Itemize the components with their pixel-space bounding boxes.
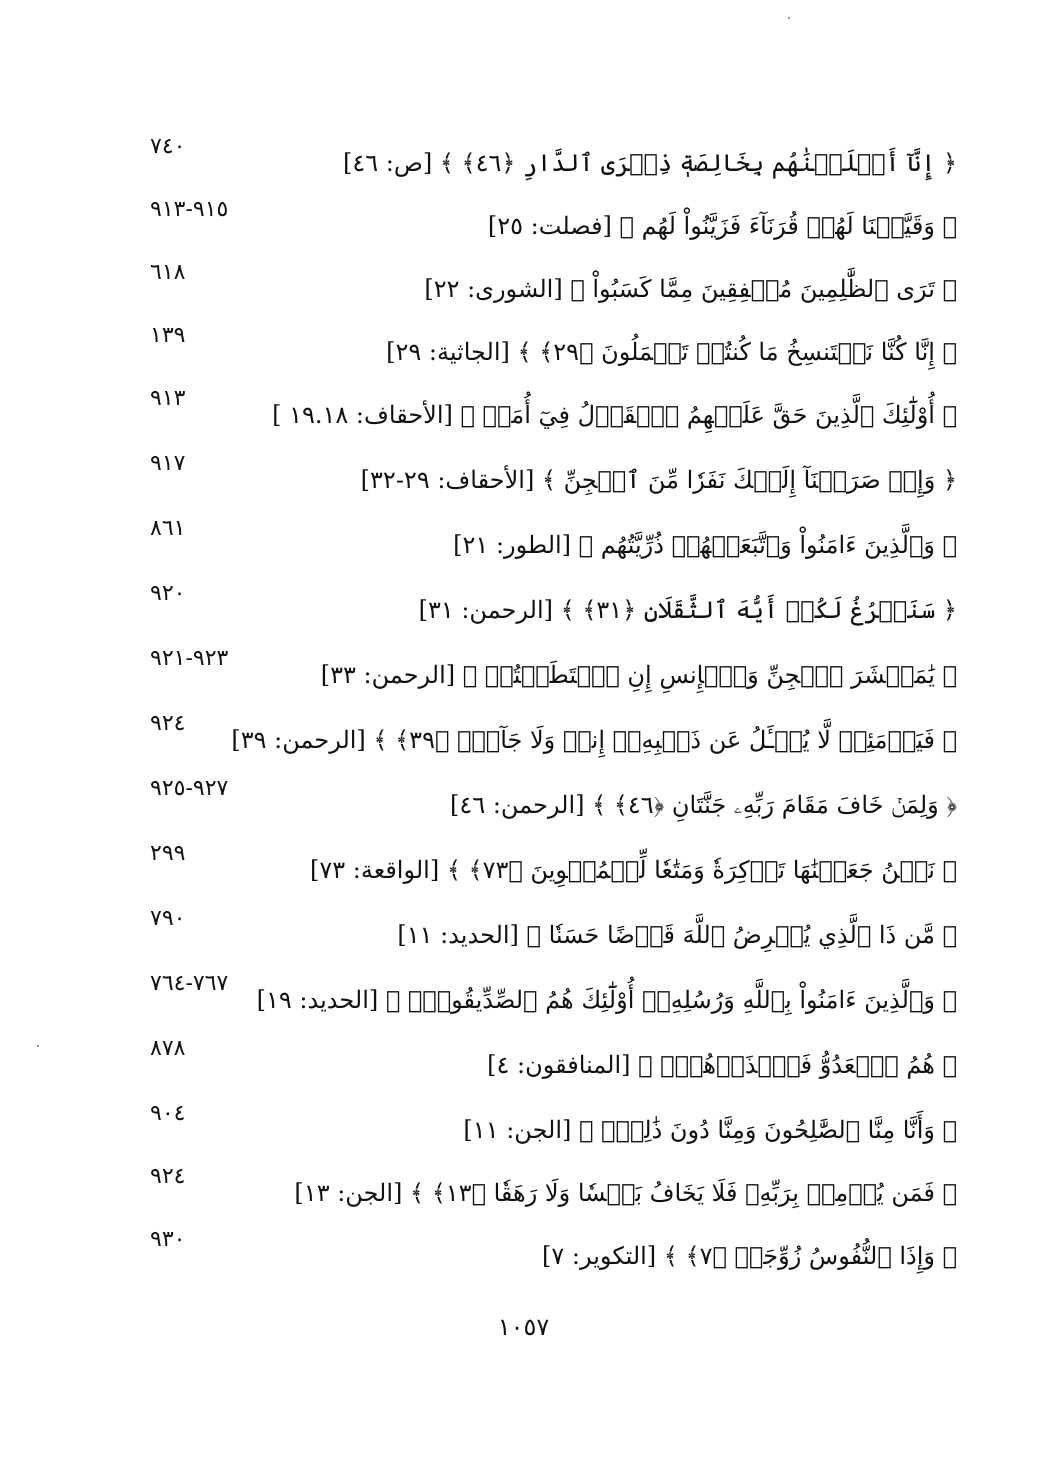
page-reference: ٨٧٨ (150, 1036, 186, 1061)
verse-text: ﴿ وَٱلَّذِينَ ءَامَنُواْ وَٱتَّبَعَتۡهُمۡ ذُرِّيَّتُهُم ﴾ [الطور: ٢١] (453, 531, 957, 559)
page-reference: ٩٠٤ (150, 1101, 186, 1126)
page-reference: ١٣٩ (150, 323, 186, 348)
page-reference: ٩٢٠ (150, 581, 186, 606)
page-reference: ٩١٣ (150, 386, 186, 411)
verse-text: ﴿ مَّن ذَا ٱلَّذِي يُقۡرِضُ ٱللَّهَ قَرۡضًا حَسَنٗا ﴾ [الحديد: ١١] (397, 921, 957, 949)
page-reference: ٧٤٠ (150, 134, 186, 159)
page-reference: ٩١٥-٩١٣ (150, 197, 229, 222)
page-reference: ٩٢٤ (150, 711, 186, 736)
verse-text: ﴿ نَحۡنُ جَعَلۡنَٰهَا تَذۡكِرَةٗ وَمَتَٰعٗا لِّلۡمُقۡوِينَ ﴿٧٣﴾ ﴾ [الواقعة: ٧٣] (310, 856, 957, 884)
page-reference: ٧٩٠ (150, 906, 186, 931)
verse-text: ﴿ وَإِذَا ٱلنُّفُوسُ زُوِّجَتۡ ﴿٧﴾ ﴾ [التكوير: ٧] (542, 1242, 957, 1270)
page-reference: ٩١٧ (150, 451, 186, 476)
verse-text: ﴿ أُوْلَٰٓئِكَ ٱلَّذِينَ حَقَّ عَلَيۡهِمُ ٱلۡقَوۡلُ فِيٓ أُمَمٖ ﴾ [الأحقاف: ١٩.١٨ ] (272, 401, 957, 429)
verse-text: ﴿ فَيَوۡمَئِذٖ لَّا يُسۡـَٔلُ عَن ذَنۢبِهِۦٓ إِنسٞ وَلَا جَآنّٞ ﴿٣٩﴾ ﴾ [الرحمن: ٣٩] (231, 726, 957, 754)
page-reference: ٩٢٣-٩٢١ (150, 646, 229, 671)
index-entry (0, 1227, 1047, 1299)
verse-text: ﴿ إِنَّآ أَخۡلَصۡنَٰهُم بِخَالِصَةٖ ذِكۡرَى ٱلدَّارِ ﴿٤٦﴾ ﴾ [ص: ٤٦] (342, 149, 957, 177)
page-reference: ٧٦٧-٧٦٤ (150, 971, 229, 996)
verse-text: ﴿ يَٰمَعۡشَرَ ٱلۡجِنِّ وَٱلۡإِنسِ إِنِ ٱسۡتَطَعۡتُمۡ ﴾ [الرحمن: ٣٣] (320, 661, 957, 689)
verse-text: ﴿ وَٱلَّذِينَ ءَامَنُواْ بِٱللَّهِ وَرُسُلِهِۦٓ أُوْلَٰٓئِكَ هُمُ ٱلصِّدِّيقُونَۖ ﴾ [الحديد: ١٩] (256, 986, 957, 1014)
verse-text: ﴿ وَإِذۡ صَرَفۡنَآ إِلَيۡكَ نَفَرٗا مِّنَ ٱلۡجِنِّ ﴾ [الأحقاف: ٢٩-٣٢] (360, 466, 957, 494)
page-reference: ٦١٨ (150, 260, 186, 285)
verse-text: ﴿ وَأَنَّا مِنَّا ٱلصَّٰلِحُونَ وَمِنَّا دُونَ ذَٰلِكَۖ ﴾ [الجن: ١١] (463, 1116, 957, 1144)
page-reference: ٨٦١ (150, 516, 186, 541)
verse-text: ﴿ إِنَّا كُنَّا نَسۡتَنسِخُ مَا كُنتُمۡ تَعۡمَلُونَ ﴿٢٩﴾ ﴾ [الجاثية: ٢٩] (386, 338, 957, 366)
page-reference: ٢٩٩ (150, 841, 186, 866)
verse-text: ﴿ سَنَفۡرُغُ لَكُمۡ أَيُّهَ ٱلثَّقَلَانِ ﴿٣١﴾ ﴾ [الرحمن: ٣١] (418, 596, 957, 624)
page-reference: ٩٢٤ (150, 1164, 186, 1189)
page-reference: ٩٣٠ (150, 1227, 186, 1252)
verse-text: ﴿ تَرَى ٱلظَّٰلِمِينَ مُشۡفِقِينَ مِمَّا كَسَبُواْ ﴾ [الشورى: ٢٢] (424, 275, 957, 303)
verse-text: ﴿ هُمُ ٱلۡعَدُوُّ فَٱحۡذَرۡهُمۡۚ ﴾ [المنافقون: ٤] (487, 1051, 957, 1079)
page-number: ١٠٥٧ (497, 1313, 550, 1341)
verse-text: ﴿ فَمَن يُؤۡمِنۢ بِرَبِّهِۦ فَلَا يَخَافُ بَخۡسٗا وَلَا رَهَقٗا ﴿١٣﴾ ﴾ [الجن: ١٣] (294, 1179, 957, 1207)
page-reference: ٩٢٧-٩٢٥ (150, 776, 229, 801)
verse-text: ﴿ وَلِمَنۡ خَافَ مَقَامَ رَبِّهِۦ جَنَّتَانِ ﴿٤٦﴾ ﴾ [الرحمن: ٤٦] (450, 791, 957, 819)
verse-text: ﴿ وَقَيَّضۡنَا لَهُمۡ قُرَنَآءَ فَزَيَّنُواْ لَهُم ﴾ [فصلت: ٢٥] (487, 212, 957, 240)
